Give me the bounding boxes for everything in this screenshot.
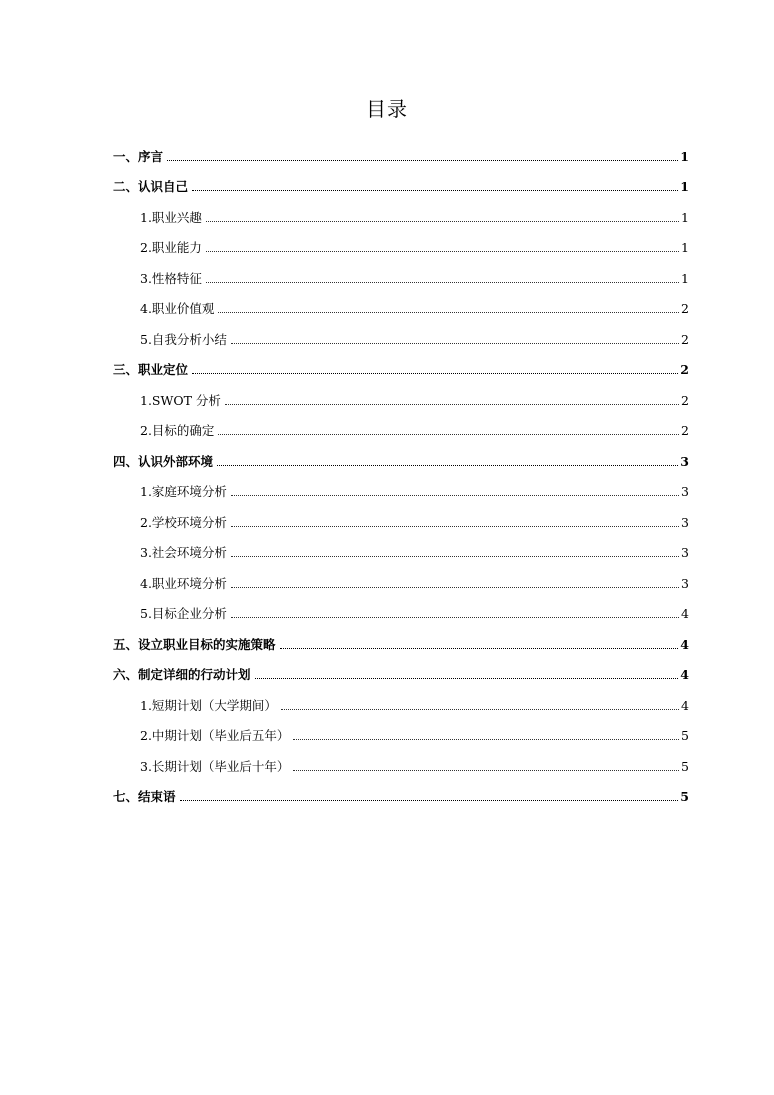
toc-entry-label: 1.短期计划（大学期间） (140, 697, 277, 713)
toc-dot-leader (167, 160, 678, 161)
toc-entry-label: 4.职业环境分析 (140, 575, 227, 591)
toc-entry-label: 1.SWOT 分析 (140, 392, 221, 408)
toc-dot-leader (218, 434, 679, 435)
toc-dot-leader (231, 556, 679, 557)
toc-entry-page-number: 5 (680, 789, 689, 804)
toc-entry-page-number: 5 (681, 758, 689, 774)
toc-entry-label: 2.目标的确定 (140, 423, 215, 438)
toc-entry-page-number: 2 (680, 362, 689, 377)
toc-entry-subsection[interactable] (113, 744, 689, 775)
toc-entry-section[interactable] (113, 653, 689, 684)
toc-list (113, 134, 689, 805)
toc-dot-leader (192, 373, 678, 374)
toc-entry-subsection[interactable] (113, 226, 689, 257)
toc-entry-label: 5.目标企业分析 (140, 606, 227, 621)
toc-entry-label: 4.职业价值观 (140, 301, 215, 316)
toc-entry-subsection[interactable] (113, 500, 689, 531)
toc-entry-page-number: 2 (681, 331, 689, 347)
toc-entry-page-number: 3 (680, 453, 689, 469)
toc-entry-section[interactable] (113, 348, 689, 379)
toc-dot-leader (180, 800, 679, 801)
toc-entry-label: 五、设立职业目标的实施策略 (113, 636, 276, 652)
toc-entry-subsection[interactable] (113, 683, 689, 714)
toc-entry-subsection[interactable] (113, 195, 689, 226)
toc-entry-subsection[interactable] (113, 317, 689, 348)
toc-entry-subsection[interactable] (113, 561, 689, 592)
toc-entry-page-number: 4 (681, 697, 689, 713)
toc-entry-page-number: 3 (681, 514, 689, 530)
toc-dot-leader (280, 648, 679, 649)
toc-dot-leader (206, 251, 679, 252)
toc-entry-label: 3.社会环境分析 (140, 545, 227, 560)
toc-dot-leader (217, 465, 678, 466)
toc-dot-leader (293, 739, 679, 740)
toc-dot-leader (231, 495, 679, 496)
toc-entry-subsection[interactable] (113, 714, 689, 745)
toc-entry-page-number: 1 (681, 209, 689, 225)
toc-entry-page-number: 2 (681, 392, 689, 408)
toc-entry-page-number: 3 (681, 575, 689, 591)
toc-entry-section[interactable] (113, 439, 689, 470)
toc-entry-label: 1.家庭环境分析 (140, 484, 227, 499)
toc-entry-label: 七、结束语 (113, 789, 176, 804)
toc-dot-leader (225, 404, 679, 405)
toc-dot-leader (281, 709, 679, 710)
toc-entry-section[interactable] (113, 165, 689, 196)
toc-entry-label: 2.中期计划（毕业后五年） (140, 728, 290, 743)
toc-entry-page-number: 4 (681, 606, 689, 621)
toc-entry-page-number: 1 (680, 148, 689, 164)
toc-dot-leader (293, 770, 679, 771)
toc-entry-page-number: 5 (681, 728, 689, 743)
toc-entry-label: 3.长期计划（毕业后十年） (140, 758, 290, 774)
toc-entry-page-number: 3 (681, 545, 689, 560)
toc-entry-page-number: 2 (681, 301, 689, 316)
toc-entry-page-number: 4 (680, 667, 689, 682)
toc-title: 目录 (366, 97, 408, 121)
toc-dot-leader (255, 678, 679, 679)
toc-entry-page-number: 2 (681, 423, 689, 438)
toc-entry-label: 四、认识外部环境 (113, 453, 214, 469)
toc-entry-label: 一、序言 (113, 148, 164, 164)
toc-entry-page-number: 1 (681, 270, 689, 286)
toc-entry-label: 三、职业定位 (113, 362, 189, 377)
toc-entry-page-number: 1 (681, 240, 689, 255)
toc-entry-label: 六、制定详细的行动计划 (113, 667, 251, 682)
toc-entry-subsection[interactable] (113, 378, 689, 409)
toc-dot-leader (231, 587, 679, 588)
toc-dot-leader (218, 312, 679, 313)
toc-entry-subsection[interactable] (113, 256, 689, 287)
toc-entry-section[interactable] (113, 622, 689, 653)
toc-dot-leader (231, 526, 679, 527)
toc-entry-subsection[interactable] (113, 592, 689, 623)
toc-entry-label: 5.自我分析小结 (140, 331, 227, 347)
toc-entry-subsection[interactable] (113, 287, 689, 318)
toc-dot-leader (231, 343, 679, 344)
toc-entry-subsection[interactable] (113, 409, 689, 440)
toc-entry-label: 1.职业兴趣 (140, 209, 202, 225)
toc-dot-leader (231, 617, 679, 618)
toc-entry-section[interactable] (113, 775, 689, 806)
toc-entry-page-number: 4 (680, 636, 689, 652)
toc-entry-page-number: 3 (681, 484, 689, 499)
toc-entry-page-number: 1 (680, 179, 689, 194)
toc-entry-subsection[interactable] (113, 531, 689, 562)
toc-entry-label: 2.学校环境分析 (140, 514, 227, 530)
toc-entry-label: 2.职业能力 (140, 240, 202, 255)
toc-dot-leader (206, 282, 679, 283)
toc-dot-leader (192, 190, 678, 191)
toc-entry-section[interactable] (113, 134, 689, 165)
toc-entry-label: 3.性格特征 (140, 270, 202, 286)
toc-entry-label: 二、认识自己 (113, 179, 189, 194)
toc-dot-leader (206, 221, 679, 222)
toc-entry-subsection[interactable] (113, 470, 689, 501)
